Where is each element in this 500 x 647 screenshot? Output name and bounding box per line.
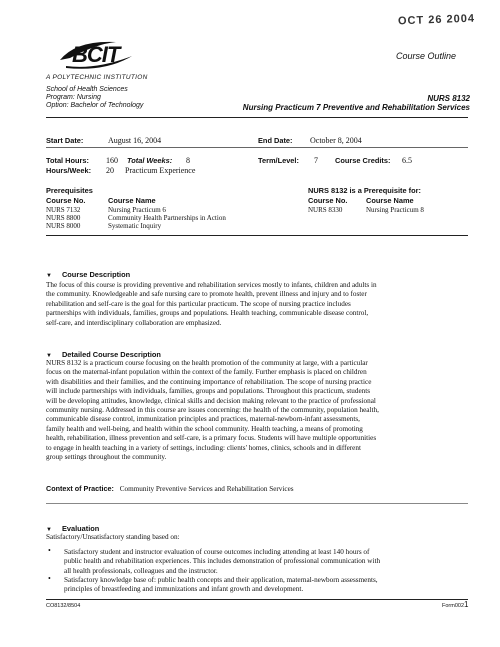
hours-week-desc: Practicum Experience	[125, 166, 196, 175]
term-level-value: 7	[314, 156, 318, 165]
paragraph-line: family health and well-being, and health within the school community. Health teaching, a means of promoting	[46, 424, 363, 433]
total-hours-label: Total Hours:	[46, 156, 89, 165]
course-title: Nursing Practicum 7 Preventive and Rehabilitation Services	[242, 103, 470, 112]
total-weeks-label: Total Weeks:	[127, 156, 173, 165]
section-divider	[46, 235, 468, 236]
paragraph-line: to engage in health teaching in a variety of settings, including: clients' homes, clinics, schools and in different	[46, 443, 361, 452]
paragraph-line: Satisfactory knowledge base of: public health concepts and their application, maternal-newborn assessments,	[64, 576, 378, 584]
prerequisites-title: Prerequisites	[46, 186, 93, 195]
evaluation-heading: ▼ Evaluation	[46, 524, 100, 533]
details-divider	[46, 147, 468, 148]
course-credits-value: 6.5	[402, 156, 412, 165]
paragraph-line: will be developing attitudes, knowledge, clinical skills and decision making relevant to the practice of professional	[46, 396, 376, 405]
evaluation-bullet	[64, 576, 470, 595]
context-label: Context of Practice:	[46, 484, 114, 493]
paragraph-line: all health professionals, colleagues and the instructor.	[64, 566, 218, 575]
logo-text: BCIT	[72, 42, 120, 67]
evaluation-bullet	[64, 548, 470, 576]
date-stamp: OCT 26 2004	[397, 12, 476, 28]
footer-code: CO8132/8504	[46, 603, 81, 609]
school-name: School of Health Sciences	[46, 86, 128, 93]
paragraph-line: The focus of this course is providing preventive and rehabilitation services mostly to infants, children and adults in	[46, 281, 377, 289]
prereq-row-no: NURS 8800	[46, 214, 81, 222]
total-hours-value: 160	[106, 156, 118, 165]
end-date-value: October 8, 2004	[310, 136, 362, 145]
prereq-for-col-course-no: Course No.	[308, 196, 348, 205]
course-description-heading: ▼ Course Description	[46, 270, 131, 279]
detailed-description-text	[46, 359, 470, 462]
bullet-icon: •	[48, 574, 51, 583]
paragraph-line: principles of breastfeeding and immunizations and infant growth and development.	[64, 585, 304, 594]
evaluation-intro: Satisfactory/Unsatisfactory standing based on:	[46, 533, 180, 541]
prereq-for-title: NURS 8132 is a Prerequisite for:	[308, 186, 421, 195]
term-level-label: Term/Level:	[258, 156, 299, 165]
page-number: 1	[464, 600, 469, 609]
paragraph-line: will include partnerships with individuals, families, groups and populations. Throughout this practicum, students	[46, 387, 371, 396]
hours-week-value: 20	[106, 166, 114, 175]
header-divider	[46, 117, 468, 118]
section-arrow-icon: ▼	[46, 353, 52, 359]
paragraph-line: group settings throughout the community.	[46, 453, 167, 462]
section-divider	[46, 503, 468, 504]
paragraph-line: public health and rehabilitation experiences. This includes demonstration of professional communication with	[64, 557, 381, 566]
section-arrow-icon: ▼	[46, 273, 52, 279]
prereq-row-name: Systematic Inquiry	[108, 222, 162, 230]
prereq-row-name: Community Health Partnerships in Action	[108, 214, 226, 222]
prereq-col-course-no: Course No.	[46, 196, 86, 205]
paragraph-line: rehabilitation and self-care is the goal for this particular practicum. The scope of nursing practice includes	[46, 299, 351, 308]
prereq-col-course-name: Course Name	[108, 196, 156, 205]
bcit-logo	[56, 36, 136, 72]
prereq-row-no: NURS 8000	[46, 222, 81, 230]
course-description-text	[46, 281, 470, 328]
paragraph-line: the community. Knowledgeable and safe nursing care to promote health, prevent illness and injury and to foster	[46, 290, 367, 299]
program-name: Program: Nursing	[46, 94, 101, 101]
prereq-for-col-course-name: Course Name	[366, 196, 414, 205]
document-type: Course Outline	[396, 51, 457, 61]
total-weeks-value: 8	[186, 156, 190, 165]
prereq-row-no: NURS 7132	[46, 206, 81, 214]
course-code: NURS 8132	[427, 94, 470, 103]
paragraph-line: NURS 8132 is a practicum course focusing on the health promotion of the community at large, with a particular	[46, 359, 368, 367]
option-name: Option: Bachelor of Technology	[46, 102, 144, 109]
end-date-label: End Date:	[258, 136, 293, 145]
paragraph-line: health, rehabilitation, illness prevention and self-care, is a primary focus. Students will have multiple opportunities	[46, 434, 377, 443]
course-credits-label: Course Credits:	[335, 156, 391, 165]
start-date-label: Start Date:	[46, 136, 84, 145]
bullet-icon: •	[48, 546, 51, 555]
hours-week-label: Hours/Week:	[46, 166, 92, 175]
start-date-value: August 16, 2004	[108, 136, 162, 145]
paragraph-line: Satisfactory student and instructor evaluation of course outcomes including attending at least 140 hours of	[64, 548, 370, 556]
prereq-for-row-name: Nursing Practicum 8	[366, 206, 424, 214]
paragraph-line: partnerships with individuals, families, groups and populations. Health teaching, communicable disease control,	[46, 309, 369, 318]
context-value: Community Preventive Services and Rehabilitation Services	[119, 485, 294, 493]
paragraph-line: community nursing. Addressed in this course are issues concerning: the health of the community, population health,	[46, 406, 379, 415]
context-of-practice	[46, 484, 294, 493]
detailed-description-heading: ▼ Detailed Course Description	[46, 350, 161, 359]
logo-tagline: A POLYTECHNIC INSTITUTION	[46, 74, 148, 81]
footer-form: Form002	[442, 603, 465, 609]
prereq-for-row-no: NURS 8330	[308, 206, 343, 214]
paragraph-line: focus on the maternal-infant population within the context of the family. Further emphasis is placed on children	[46, 368, 367, 377]
footer-divider	[46, 599, 468, 600]
paragraph-line: with disabilities and their families, and the continuing importance of rehabilitation. The scope of nursing practice	[46, 377, 372, 386]
section-arrow-icon: ▼	[46, 527, 52, 533]
prereq-row-name: Nursing Practicum 6	[108, 206, 166, 214]
paragraph-line: self-care, and interdisciplinary collaboration are emphasized.	[46, 318, 222, 327]
paragraph-line: communicable disease control, immunization principles and practices, maternal-newborn-infant assessments,	[46, 415, 360, 424]
